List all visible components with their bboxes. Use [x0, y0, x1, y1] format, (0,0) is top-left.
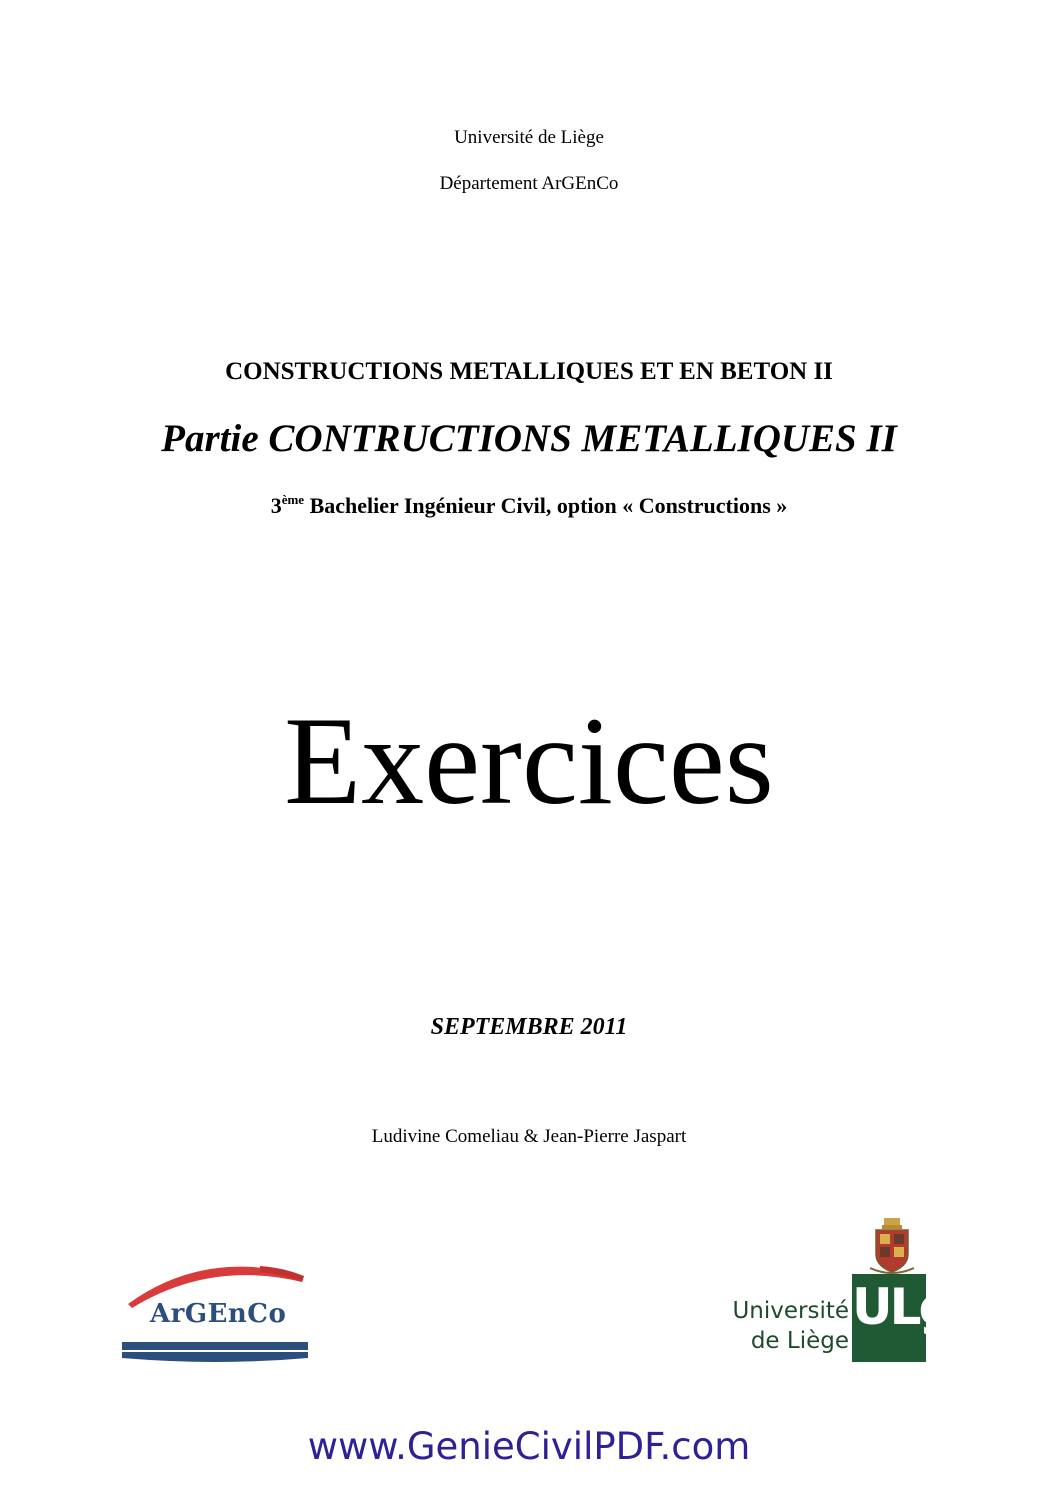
department-name: Département ArGEnCo	[439, 173, 619, 194]
website-link[interactable]: www.GenieCivilPDF.com	[307, 1425, 751, 1468]
ulg-green-block	[852, 1274, 952, 1362]
ulg-logo-text	[732, 1296, 849, 1356]
course-title: CONSTRUCTIONS METALLIQUES ET EN BETON II	[225, 358, 833, 385]
course-part-title: Partie CONTRUCTIONS METALLIQUES II	[161, 417, 897, 460]
ulg-logo-line1: Université	[732, 1298, 849, 1324]
level-number: 3	[270, 493, 282, 518]
ulg-crest-icon	[862, 1216, 922, 1278]
argenco-logo	[120, 1256, 310, 1368]
ulg-logo-line2: de Liège	[750, 1328, 849, 1354]
argenco-logo-text: ArGEnCo	[150, 1299, 287, 1329]
ulg-logo	[728, 1216, 952, 1364]
level-superscript: ème	[281, 492, 305, 507]
document-date: SEPTEMBRE 2011	[430, 1014, 628, 1040]
document-authors: Ludivine Comeliau & Jean-Pierre Jaspart	[371, 1126, 687, 1147]
level-text: Bachelier Ingénieur Civil, option « Constructions »	[304, 493, 788, 518]
document-title: Exercices	[284, 692, 774, 831]
course-level	[0, 493, 1058, 519]
university-name: Université de Liège	[454, 127, 604, 148]
ulg-block-letters: ULg	[852, 1278, 952, 1336]
